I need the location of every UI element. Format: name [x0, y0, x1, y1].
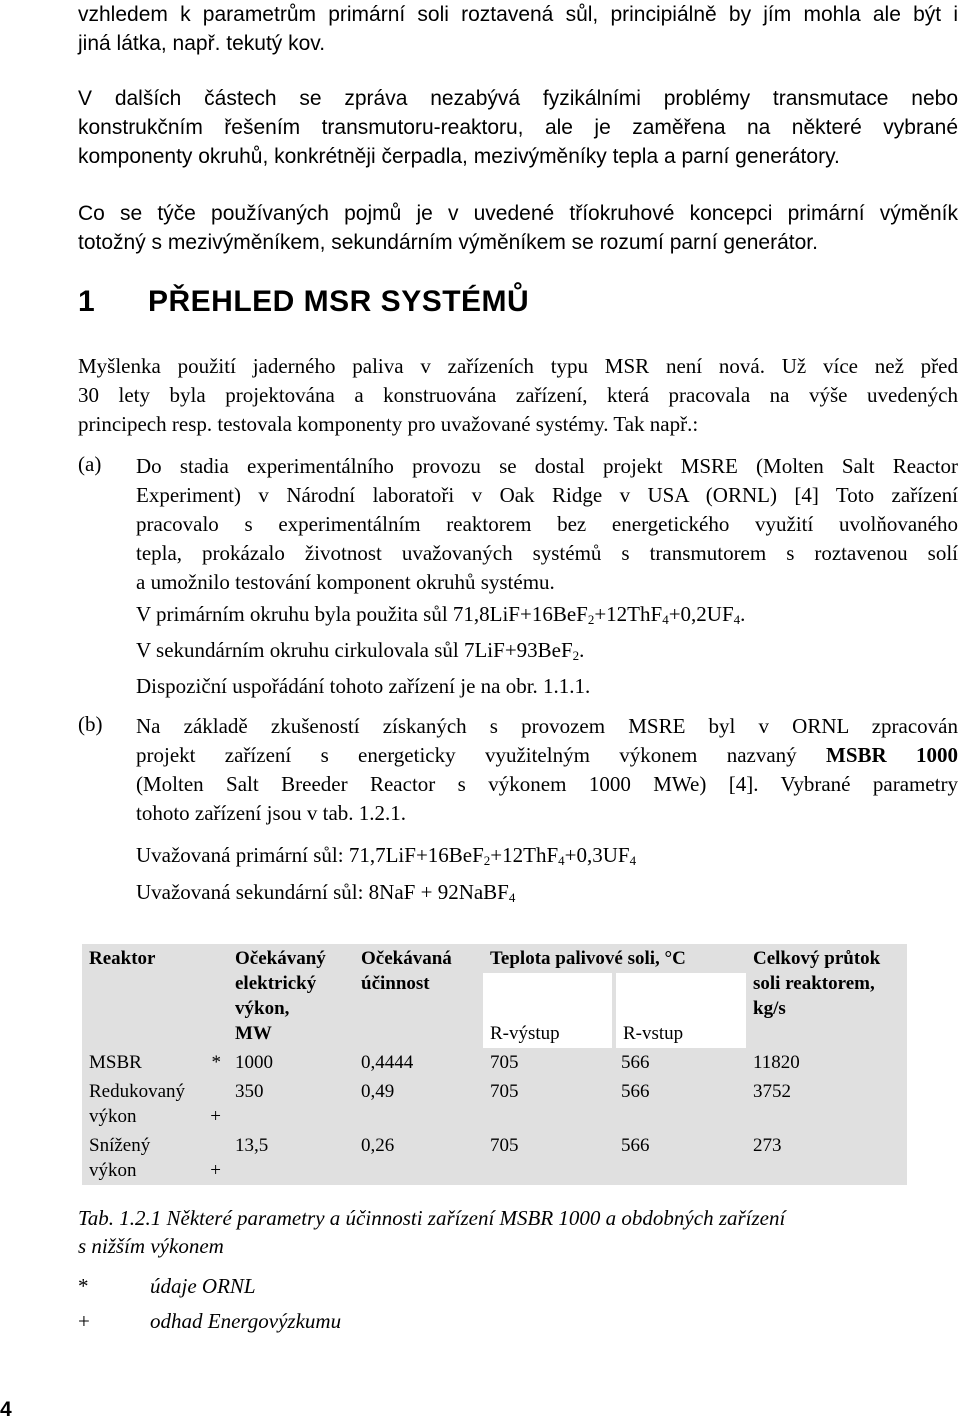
caption-line: Tab. 1.2.1 Některé parametry a účinnosti zařízení MSBR 1000 a obdobných zařízení — [78, 1206, 786, 1230]
cell-efficiency: 0,49 — [361, 1081, 395, 1102]
header-line: Očekávaná — [361, 948, 452, 969]
header-line: účinnost — [361, 973, 430, 994]
text-fragment: projekt zařízení s energeticky využitelným výkonem nazvaný — [136, 743, 826, 767]
text-line: konstrukčním řešením transmutoru-reaktoru, ale je zaměřena na některé vybrané — [78, 116, 958, 139]
text-line: tohoto zařízení jsou v tab. 1.2.1. — [136, 801, 407, 825]
subscript: 2 — [572, 648, 580, 663]
cell-temp-out: 705 — [490, 1081, 519, 1102]
secondary-salt-msre — [136, 638, 584, 663]
footnote-energovyzkum — [78, 1309, 341, 1334]
text-line — [136, 741, 958, 770]
source-mark: * — [211, 1052, 221, 1073]
list-label-a: (a) — [78, 452, 102, 476]
paragraph-terms — [78, 199, 958, 257]
header-temperature: Teplota palivové soli, °C — [490, 948, 686, 969]
cell-power: 1000 — [235, 1052, 273, 1073]
header-line: Očekávaný — [235, 948, 326, 969]
header-line: výkon, — [235, 998, 290, 1019]
paragraph-scope — [78, 84, 958, 171]
primary-salt-msbr — [136, 843, 636, 868]
source-mark: + — [210, 1106, 221, 1127]
text-line: 30 lety byla projektována a konstruována zařízení, která pracovala na výše uvedených — [78, 383, 958, 407]
subscript: 4 — [508, 890, 516, 905]
text-line: totožný s mezivýměníkem, sekundárním výměníkem se rozumí parní generátor. — [78, 231, 818, 254]
cell-flow: 11820 — [753, 1052, 800, 1073]
text-line: vzhledem k parametrům primární soli roztavená sůl, principiálně by jím mohla ale být i — [78, 3, 958, 26]
cell-temp-in: 566 — [621, 1081, 650, 1102]
text-line: komponenty okruhů, konkrétněji čerpadla, mezivýměníky tepla a parní generátory. — [78, 145, 840, 168]
cell-power: 13,5 — [235, 1135, 269, 1156]
formula-text: +12ThF — [594, 602, 663, 626]
reactor-name-2: výkon — [89, 1106, 137, 1127]
formula-text: V primárním okruhu byla použita sůl 71,8LiF+16BeF — [136, 602, 588, 626]
cell-temp-in: 566 — [621, 1052, 650, 1073]
table-row — [82, 1131, 907, 1185]
header-efficiency — [354, 944, 483, 1048]
section-title: PŘEHLED MSR SYSTÉMŮ — [148, 285, 530, 318]
text-line: tepla, prokázalo životnost uvažovaných systémů s transmutorem s roztavenou solí — [136, 541, 958, 565]
cell-temp-out: 705 — [490, 1052, 519, 1073]
formula-text: . — [579, 638, 585, 662]
cell-reactor-name — [82, 1048, 228, 1077]
caption-line: s nižším výkonem — [78, 1234, 224, 1258]
header-line: elektrický — [235, 973, 317, 994]
secondary-salt-msbr — [136, 880, 515, 905]
footnote-mark: * — [78, 1274, 89, 1298]
formula-text: +0,3UF — [564, 843, 630, 867]
cell-temp-out: 705 — [490, 1135, 519, 1156]
text-line: a umožnilo testování komponent okruhů systému. — [136, 570, 555, 594]
text-line: Na základě zkušeností získaných s provozem MSRE byl v ORNL zpracován — [136, 714, 958, 738]
formula-text: . — [740, 602, 746, 626]
formula-text: Uvažovaná primární sůl: 71,7LiF+16BeF — [136, 843, 484, 867]
header-temp-out: R-výstup — [483, 973, 614, 1048]
header-flow — [746, 944, 907, 1048]
reactor-name-2: výkon — [89, 1160, 137, 1181]
footnote-mark: + — [78, 1309, 90, 1333]
subscript: 4 — [629, 853, 637, 868]
cell-reactor-name — [82, 1077, 228, 1131]
subscript: 4 — [558, 853, 565, 868]
primary-salt-msre — [136, 602, 745, 627]
subscript: 2 — [483, 853, 491, 868]
table-header-row — [82, 944, 907, 973]
list-item-a — [136, 452, 958, 597]
text-line: principech resp. testovala komponenty pro uvažované systémy. Tak např.: — [78, 412, 699, 436]
source-mark: + — [210, 1160, 221, 1181]
table-row — [82, 1048, 907, 1077]
text-line: Co se týče používaných pojmů je v uvedené tříokruhové koncepci primární výměník — [78, 202, 958, 225]
section-number: 1 — [78, 285, 96, 318]
header-reaktor: Reaktor — [89, 948, 156, 969]
footnote-ornl — [78, 1274, 256, 1299]
cell-efficiency: 0,4444 — [361, 1052, 414, 1073]
text-line: V dalších částech se zpráva nezabývá fyzikálními problémy transmutace nebo — [78, 87, 958, 110]
table-row — [82, 1077, 907, 1131]
header-line: MW — [235, 1023, 272, 1044]
cell-efficiency: 0,26 — [361, 1135, 395, 1156]
formula-text: Uvažovaná sekundární sůl: 8NaF + 92NaBF — [136, 880, 509, 904]
list-label-b: (b) — [78, 712, 103, 736]
paragraph-history — [78, 352, 958, 439]
formula-text: +0,2UF — [668, 602, 734, 626]
cell-power: 350 — [235, 1081, 264, 1102]
subscript: 4 — [662, 612, 669, 627]
reactor-name: Redukovaný — [89, 1081, 186, 1102]
text-line: (Molten Salt Breeder Reactor s výkonem 1000 MWe) [4]. Vybrané parametry — [136, 772, 958, 796]
header-line: Celkový průtok — [753, 948, 881, 969]
formula-text: V sekundárním okruhu cirkulovala sůl 7LiF+93BeF — [136, 638, 573, 662]
text-line: pracovalo s experimentálním reaktorem bez energetického využití uvolňovaného — [136, 512, 958, 536]
table-caption — [78, 1204, 958, 1260]
header-line: soli reaktorem, — [753, 973, 875, 994]
subscript: 4 — [733, 612, 741, 627]
text-line: Myšlenka použití jaderného paliva v zařízeních typu MSR není nová. Už více než před — [78, 354, 958, 378]
subscript: 2 — [587, 612, 595, 627]
formula-text: +12ThF — [490, 843, 559, 867]
layout-reference: Dispoziční uspořádání tohoto zařízení je na obr. 1.1.1. — [136, 674, 591, 698]
cell-flow: 273 — [753, 1135, 782, 1156]
cell-reactor-name — [82, 1131, 228, 1185]
footnote-text: odhad Energovýzkumu — [150, 1309, 342, 1333]
list-item-b — [136, 712, 958, 828]
cell-temp-in: 566 — [621, 1135, 650, 1156]
text-line: jiná látka, např. tekutý kov. — [78, 32, 326, 55]
footnote-text: údaje ORNL — [150, 1274, 256, 1298]
section-heading — [78, 285, 529, 319]
page-number: 4 — [0, 1398, 12, 1421]
header-power — [228, 944, 354, 1048]
intro-paragraph — [78, 0, 958, 58]
header-line: kg/s — [753, 998, 786, 1019]
msbr-1000-bold: MSBR 1000 — [826, 743, 958, 767]
reactor-name: MSBR — [89, 1052, 142, 1073]
parameters-table — [82, 944, 907, 1185]
header-temp-in: R-vstup — [614, 973, 746, 1048]
cell-flow: 3752 — [753, 1081, 791, 1102]
reactor-name: Snížený — [89, 1135, 151, 1156]
text-line: Do stadia experimentálního provozu se dostal projekt MSRE (Molten Salt Reactor — [136, 454, 958, 478]
text-line: Experiment) v Národní laboratoři v Oak Ridge v USA (ORNL) [4] Toto zařízení — [136, 483, 958, 507]
